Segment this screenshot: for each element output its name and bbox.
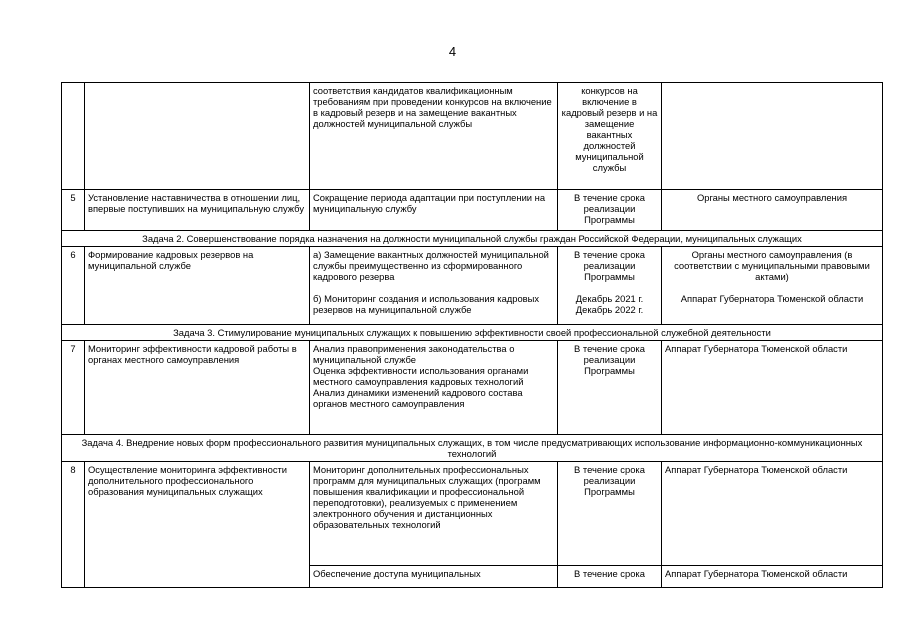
task-row	[62, 435, 883, 462]
activity-3: Анализ динамики изменений кадрового состава органов местного самоуправления	[313, 387, 523, 409]
row-number-cell: 7	[62, 341, 85, 435]
activity-cell: соответствия кандидатов квалификационным требованиям при проведении конкурсов на включение в кадровый резерв и на замещение вакантных должностей муниципальной службы	[310, 83, 558, 190]
executor-cell: Аппарат Губернатора Тюменской области	[662, 566, 883, 588]
task-heading: Задача 2. Совершенствование порядка назначения на должности муниципальной службы граждан Российской Федерации, муниципальных служащих	[62, 231, 883, 247]
term-cell	[558, 247, 662, 325]
term-cell: конкурсов на включение в кадровый резерв и на замещение вакантных должностей муниципальной службы	[558, 83, 662, 190]
table-row	[62, 83, 883, 190]
activity-cell: Мониторинг дополнительных профессиональных программ для муниципальных служащих (программ повышения квалификации и профессиональной переподготовки), реализуемых с применением электронного обучения и дистанционных образовательных технологий	[310, 462, 558, 566]
task-heading: Задача 3. Стимулирование муниципальных служащих к повышению эффективности своей профессиональной служебной деятельности	[62, 325, 883, 341]
term-a: В течение срока реализации Программы	[574, 249, 645, 282]
executor-a: Органы местного самоуправления (в соответствии с муниципальными правовыми актами)	[674, 249, 870, 282]
term-cell: В течение срока	[558, 566, 662, 588]
activity-cell	[310, 247, 558, 325]
row-number-cell	[62, 83, 85, 190]
executor-cell: Аппарат Губернатора Тюменской области	[662, 341, 883, 435]
activity-b: б) Мониторинг создания и использования кадровых резервов на муниципальной службе	[313, 293, 540, 315]
term-b: Декабрь 2021 г. Декабрь 2022 г.	[575, 293, 644, 315]
task-heading: Задача 4. Внедрение новых форм профессионального развития муниципальных служащих, в том числе предусматривающих использование информационно-коммуникационных технологий	[62, 435, 883, 462]
event-cell	[85, 83, 310, 190]
table-row	[62, 247, 883, 325]
row-number-cell: 6	[62, 247, 85, 325]
term-cell: В течение срока реализации Программы	[558, 190, 662, 231]
program-table	[61, 82, 883, 588]
term-cell: В течение срока реализации Программы	[558, 462, 662, 566]
event-cell: Формирование кадровых резервов на муниципальной службе	[85, 247, 310, 325]
activity-2: Оценка эффективности использования органами местного самоуправления кадровых технологий	[313, 365, 529, 387]
table-row	[62, 462, 883, 566]
task-row	[62, 325, 883, 341]
table-row	[62, 190, 883, 231]
executor-cell: Аппарат Губернатора Тюменской области	[662, 462, 883, 566]
row-number-cell: 8	[62, 462, 85, 588]
event-cell: Осуществление мониторинга эффективности дополнительного профессионального образования муниципальных служащих	[85, 462, 310, 588]
activity-cell: Сокращение периода адаптации при поступлении на муниципальную службу	[310, 190, 558, 231]
activity-a: а) Замещение вакантных должностей муниципальной службы преимущественно из сформированного кадрового резерва	[313, 249, 549, 282]
table-row	[62, 341, 883, 435]
page-number: 4	[448, 44, 457, 59]
executor-cell	[662, 247, 883, 325]
row-number-cell: 5	[62, 190, 85, 231]
activity-1: Анализ правоприменения законодательства о муниципальной службе	[313, 343, 515, 365]
activity-cell	[310, 341, 558, 435]
executor-cell: Органы местного самоуправления	[662, 190, 883, 231]
activity-cell: Обеспечение доступа муниципальных	[310, 566, 558, 588]
event-cell: Мониторинг эффективности кадровой работы в органах местного самоуправления	[85, 341, 310, 435]
executor-b: Аппарат Губернатора Тюменской области	[680, 293, 864, 304]
event-cell: Установление наставничества в отношении лиц, впервые поступивших на муниципальную службу	[85, 190, 310, 231]
term-cell: В течение срока реализации Программы	[558, 341, 662, 435]
task-row	[62, 231, 883, 247]
executor-cell	[662, 83, 883, 190]
